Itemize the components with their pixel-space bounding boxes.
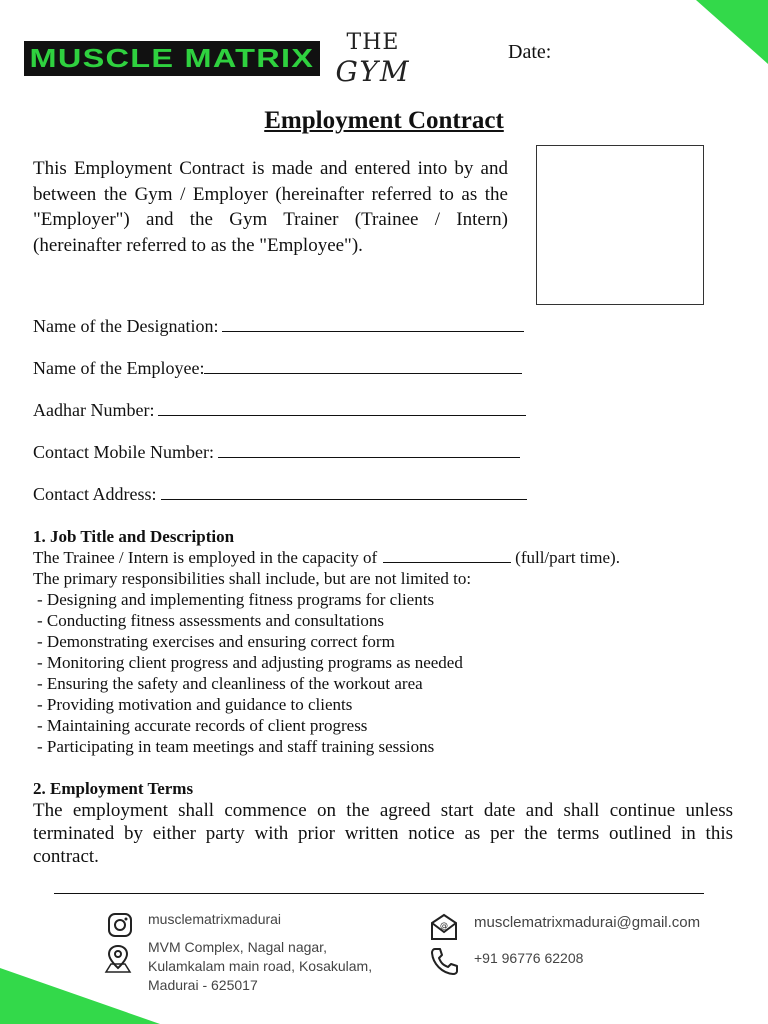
list-item: - Conducting fitness assessments and consultations [37, 611, 385, 630]
list-item: - Providing motivation and guidance to clients [37, 695, 353, 714]
responsibilities-intro: The primary responsibilities shall include, but are not limited to: [33, 569, 472, 588]
muscle-matrix-logo [24, 41, 320, 76]
capacity-line [33, 547, 620, 568]
location-pin-icon [102, 942, 134, 974]
phone-number[interactable]: +91 96776 62208 [474, 950, 584, 966]
list-item: - Demonstrating exercises and ensuring correct form [37, 632, 395, 651]
email-icon [428, 911, 460, 943]
email-address[interactable]: musclematrixmadurai@gmail.com [474, 914, 701, 931]
gym-logo-bottom: GYM [335, 55, 411, 85]
contact-address-input-line[interactable] [161, 485, 527, 500]
intro-paragraph: This Employment Contract is made and entered into by and between the Gym / Employer (hereinafter referred to as the "Employer") and the Gym Trainer (Trainee / Intern) (hereinafter referred to as the "Employee"). [33, 158, 508, 256]
list-item: - Monitoring client progress and adjusting programs as needed [37, 653, 463, 672]
list-item: - Participating in team meetings and staff training sessions [37, 737, 435, 756]
date-label: Date: [508, 41, 552, 63]
designation-label: Name of the Designation: [33, 316, 219, 336]
responsibilities-list [37, 589, 463, 757]
contact-mobile-label: Contact Mobile Number: [33, 442, 214, 462]
address-line-1: MVM Complex, Nagal nagar, [148, 939, 327, 955]
brand-logo-text: MUSCLE MATRIX [29, 43, 315, 73]
social-handle[interactable]: musclematrixmadurai [148, 911, 282, 927]
instagram-icon [104, 909, 136, 941]
capacity-text-before: The Trainee / Intern is employed in the capacity of [33, 548, 378, 567]
address-line-2: Kulamkalam main road, Kosakulam, [148, 958, 373, 974]
gym-logo-top: THE [346, 30, 400, 55]
corner-decoration-top-right [696, 0, 768, 64]
document-title: Employment Contract [264, 107, 504, 134]
employee-name-label: Name of the Employee: [33, 358, 205, 378]
corner-decoration-bottom-left [0, 968, 160, 1024]
the-gym-logo [332, 27, 414, 85]
list-item: - Designing and implementing fitness programs for clients [37, 590, 435, 609]
capacity-blank[interactable] [383, 549, 511, 563]
section-2-heading: 2. Employment Terms [33, 779, 194, 798]
capacity-text-after: (full/part time). [515, 548, 620, 567]
footer-divider [54, 893, 704, 894]
svg-text:@: @ [440, 921, 448, 930]
aadhar-number-input-line[interactable] [158, 401, 526, 416]
aadhar-number-label: Aadhar Number: [33, 400, 155, 420]
employee-name-input-line[interactable] [204, 359, 522, 374]
address-block [148, 938, 372, 995]
list-item: - Ensuring the safety and cleanliness of the workout area [37, 674, 423, 693]
contact-mobile-field[interactable] [33, 442, 520, 463]
employment-terms-paragraph: The employment shall commence on the agreed start date and shall continue unless terminated by either party with prior written notice as per the terms outlined in this contract. [33, 800, 733, 867]
phone-icon [428, 945, 460, 977]
address-line-3: Madurai - 625017 [148, 977, 258, 993]
aadhar-number-field[interactable] [33, 400, 526, 421]
employee-name-field[interactable] [33, 358, 522, 379]
contact-address-field[interactable] [33, 484, 527, 505]
section-1-heading: 1. Job Title and Description [33, 527, 235, 546]
designation-input-line[interactable] [222, 317, 524, 332]
contact-address-label: Contact Address: [33, 484, 157, 504]
photo-box [536, 145, 704, 305]
contact-mobile-input-line[interactable] [218, 443, 520, 458]
list-item: - Maintaining accurate records of client progress [37, 716, 368, 735]
designation-field[interactable] [33, 316, 524, 337]
